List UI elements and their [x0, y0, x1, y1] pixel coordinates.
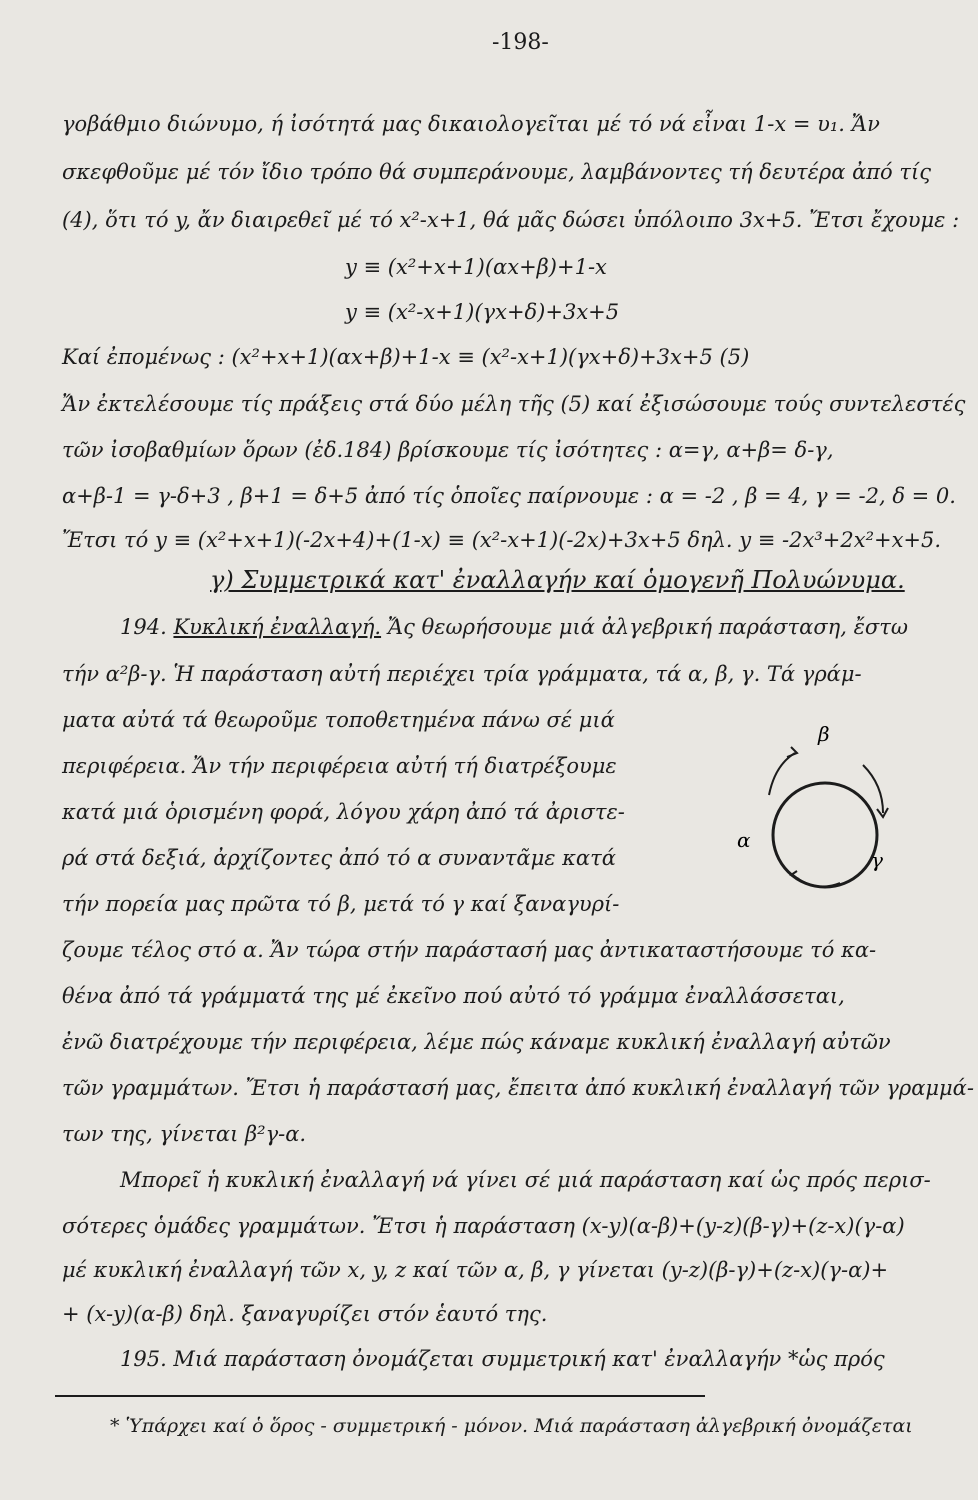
text-line: + (x-y)(α-β) δηλ. ξαναγυρίζει στόν ἑαυτό της.: [62, 1302, 548, 1326]
para194-number: 194.: [120, 615, 167, 639]
equation-line: y ≡ (x²+x+1)(αx+β)+1-x: [345, 255, 607, 279]
equation-line: y ≡ (x²-x+1)(γx+δ)+3x+5: [345, 300, 620, 324]
text-line: μέ κυκλική ἐναλλαγή τῶν x, y, z καί τῶν α, β, γ γίνεται (y-z)(β-γ)+(z-x)(γ-α)+: [62, 1258, 889, 1282]
text-line: Ἄν ἐκτελέσουμε τίς πράξεις στά δύο μέλη τῆς (5) καί ἐξισώσουμε τούς συντελεστές: [62, 392, 966, 416]
text-line: τήν α²β-γ. Ἡ παράσταση αὐτή περιέχει τρία γράμματα, τά α, β, γ. Τά γράμ-: [62, 662, 862, 686]
section-heading: γ) Συμμετρικά κατ' ἐναλλαγήν καί ὁμογενῆ Πολυώνυμα.: [210, 566, 905, 594]
text-line: θένα ἀπό τά γράμματά της μέ ἐκεῖνο πού αὐτό τό γράμμα ἐναλλάσσεται,: [62, 984, 845, 1008]
footnote-rule: [55, 1395, 705, 1397]
label-a: α: [737, 828, 751, 852]
footnote: * Ὑπάρχει καί ὁ ὅρος - συμμετρική - μόνον. Μιά παράσταση ἀλγεβρική ὀνομάζεται: [110, 1415, 913, 1437]
para194-first-rest: Ἄς θεωρήσουμε μιά ἀλγεβρική παράσταση, ἔστω: [381, 615, 908, 639]
page-number: -198-: [492, 30, 549, 55]
cyclic-diagram: [725, 725, 915, 905]
text-line: ζουμε τέλος στό α. Ἄν τώρα στήν παράστασή μας ἀντικαταστήσουμε τό κα-: [62, 938, 877, 962]
para194-first-line: [120, 615, 908, 639]
text-line: (4), ὅτι τό y, ἄν διαιρεθεῖ μέ τό x²-x+1, θά μᾶς δώσει ὑπόλοιπο 3x+5. Ἔτσι ἔχουμε :: [62, 208, 960, 232]
arrowhead-left-icon: [787, 747, 797, 757]
text-line: α+β-1 = γ-δ+3 , β+1 = δ+5 ἀπό τίς ὁποῖες παίρνουμε : α = -2 , β = 4, γ = -2, δ = 0.: [62, 484, 956, 508]
text-line: ἐνῶ διατρέχουμε τήν περιφέρεια, λέμε πώς κάναμε κυκλική ἐναλλαγή αὐτῶν: [62, 1030, 891, 1054]
text-line: σκεφθοῦμε μέ τόν ἴδιο τρόπο θά συμπεράνουμε, λαμβάνοντες τή δευτέρα ἀπό τίς: [62, 160, 931, 184]
text-line: σότερες ὁμάδες γραμμάτων. Ἔτσι ἡ παράσταση (x-y)(α-β)+(y-z)(β-γ)+(z-x)(γ-α): [62, 1214, 905, 1238]
text-line: τῶν ἰσοβαθμίων ὅρων (ἐδ.184) βρίσκουμε τίς ἰσότητες : α=γ, α+β= δ-γ,: [62, 438, 834, 462]
label-g: γ: [871, 848, 883, 872]
arrowhead-bottom-icon: [791, 871, 799, 879]
text-line: κατά μιά ὁρισμένη φορά, λόγου χάρη ἀπό τά ἀριστε-: [62, 800, 625, 824]
text-line: τήν πορεία μας πρῶτα τό β, μετά τό γ καί ξαναγυρί-: [62, 892, 620, 916]
text-line: Μπορεῖ ἡ κυκλική ἐναλλαγή νά γίνει σέ μιά παράσταση καί ὡς πρός περισ-: [120, 1168, 931, 1192]
para195-line: 195. Μιά παράσταση ὀνομάζεται συμμετρική κατ' ἐναλλαγήν *ὡς πρός: [120, 1347, 885, 1371]
text-line: περιφέρεια. Ἄν τήν περιφέρεια αὐτή τή διατρέξουμε: [62, 754, 617, 778]
text-line: των της, γίνεται β²γ-α.: [62, 1122, 307, 1146]
text-line: ρά στά δεξιά, ἀρχίζοντες ἀπό τό α συναντᾶμε κατά: [62, 846, 616, 870]
text-line: γοβάθμιο διώνυμο, ή ἰσότητά μας δικαιολογεῖται μέ τό νά εἶναι 1-x = υ₁. Ἄν: [62, 112, 880, 136]
arrow-left-icon: [769, 753, 795, 795]
text-line: Ἔτσι τό y ≡ (x²+x+1)(-2x+4)+(1-x) ≡ (x²-x+1)(-2x)+3x+5 δηλ. y ≡ -2x³+2x²+x+5.: [62, 528, 942, 552]
label-b: β: [818, 725, 830, 746]
para194-term: Κυκλική ἐναλλαγή.: [173, 615, 382, 639]
arrow-right-icon: [863, 765, 883, 813]
cycle-circle: [773, 783, 877, 887]
equation-line: Καί ἐπομένως : (x²+x+1)(αx+β)+1-x ≡ (x²-x+1)(γx+δ)+3x+5 (5): [62, 345, 750, 369]
text-line: ματα αὐτά τά θεωροῦμε τοποθετημένα πάνω σέ μιά: [62, 708, 615, 732]
text-line: τῶν γραμμάτων. Ἔτσι ἡ παράστασή μας, ἔπειτα ἀπό κυκλική ἐναλλαγή τῶν γραμμά-: [62, 1076, 974, 1100]
